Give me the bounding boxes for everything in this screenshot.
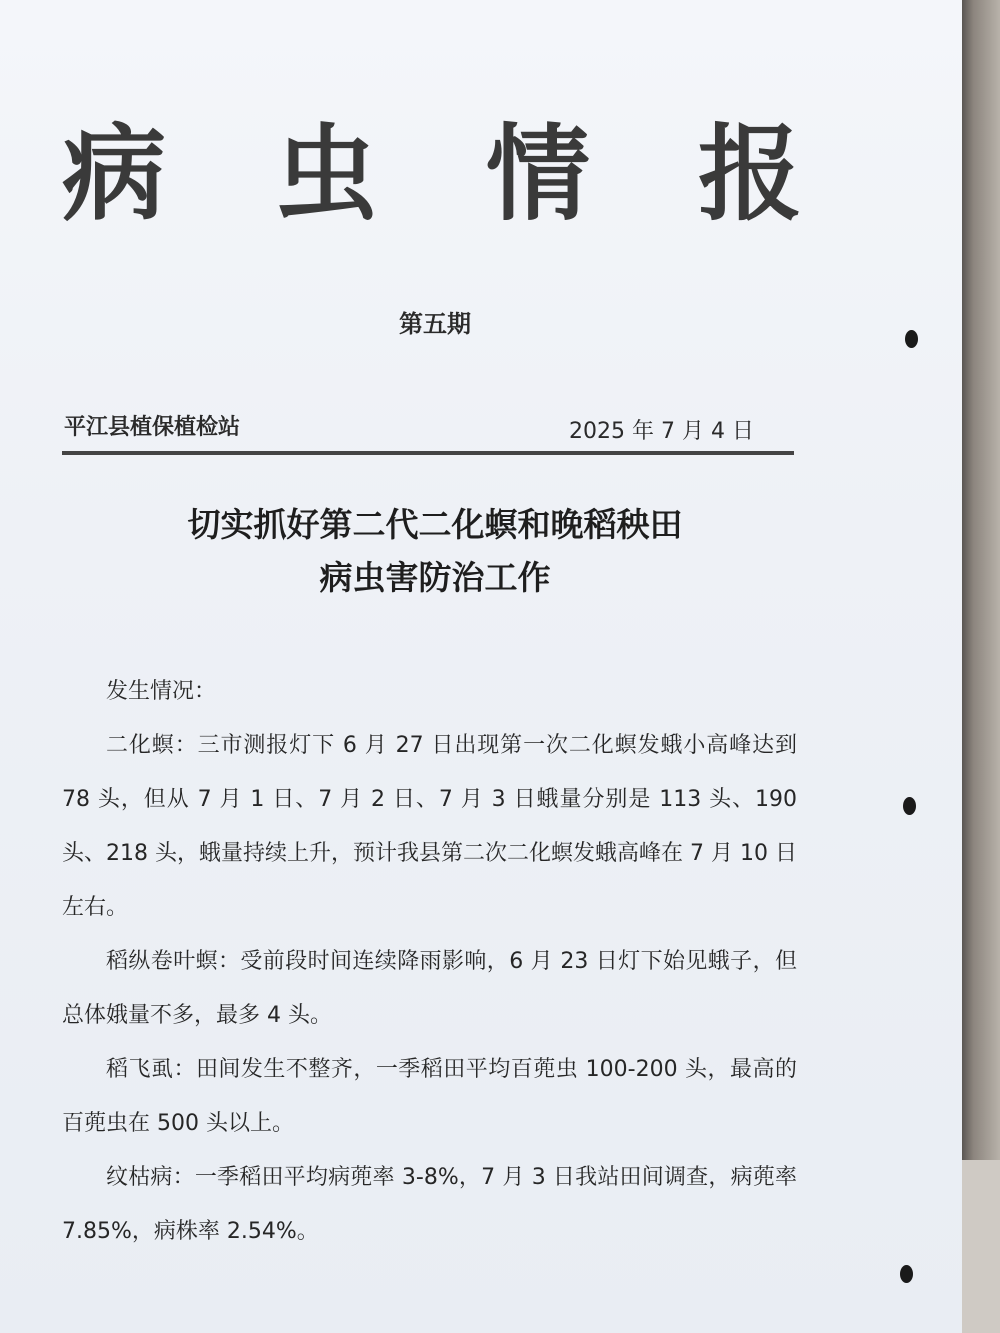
masthead-title xyxy=(62,113,802,235)
issue-number: 第五期 xyxy=(399,310,471,338)
article-headline xyxy=(0,498,870,604)
issue-date: 2025 年 7 月 4 日 xyxy=(569,419,754,444)
background-surface xyxy=(962,1160,1000,1333)
paragraph: 稻飞虱：田间发生不整齐，一季稻田平均百蔸虫 100-200 头，最高的百蔸虫在 500 头以上。 xyxy=(62,1057,797,1136)
paragraph: 二化螟：三市测报灯下 6 月 27 日出现第一次二化螟发蛾小高峰达到 78 头，但从 7 月 1 日、7 月 2 日、7 月 3 日蛾量分别是 113 头、190 头、218 头，蛾量持续上升，预计我县第二次二化螟发蛾高峰在 7 月 10 日左右。 xyxy=(62,733,797,920)
binding-hole xyxy=(900,1265,913,1283)
paragraph: 纹枯病：一季稻田平均病蔸率 3-8%，7 月 3 日我站田间调查，病蔸率 7.85%，病株率 2.54%。 xyxy=(62,1165,797,1244)
issuing-organization: 平江县植保植检站 xyxy=(64,415,241,440)
headline-line: 病虫害防治工作 xyxy=(319,558,551,597)
article-body xyxy=(62,665,797,1259)
masthead-char: 情 xyxy=(485,113,590,235)
binding-hole xyxy=(905,330,918,348)
masthead-char: 病 xyxy=(62,113,167,235)
page-edge-shadow xyxy=(962,0,1000,1333)
binding-hole xyxy=(903,797,916,815)
headline-line: 切实抓好第二代二化螟和晚稻秧田 xyxy=(187,505,683,544)
paragraph: 稻纵卷叶螟：受前段时间连续降雨影响，6 月 23 日灯下始见蛾子，但总体娥量不多，最多 4 头。 xyxy=(62,949,797,1028)
masthead-char: 报 xyxy=(697,113,802,235)
masthead-char: 虫 xyxy=(273,113,378,235)
header-divider xyxy=(62,451,794,455)
section-title: 发生情况： xyxy=(106,679,217,704)
